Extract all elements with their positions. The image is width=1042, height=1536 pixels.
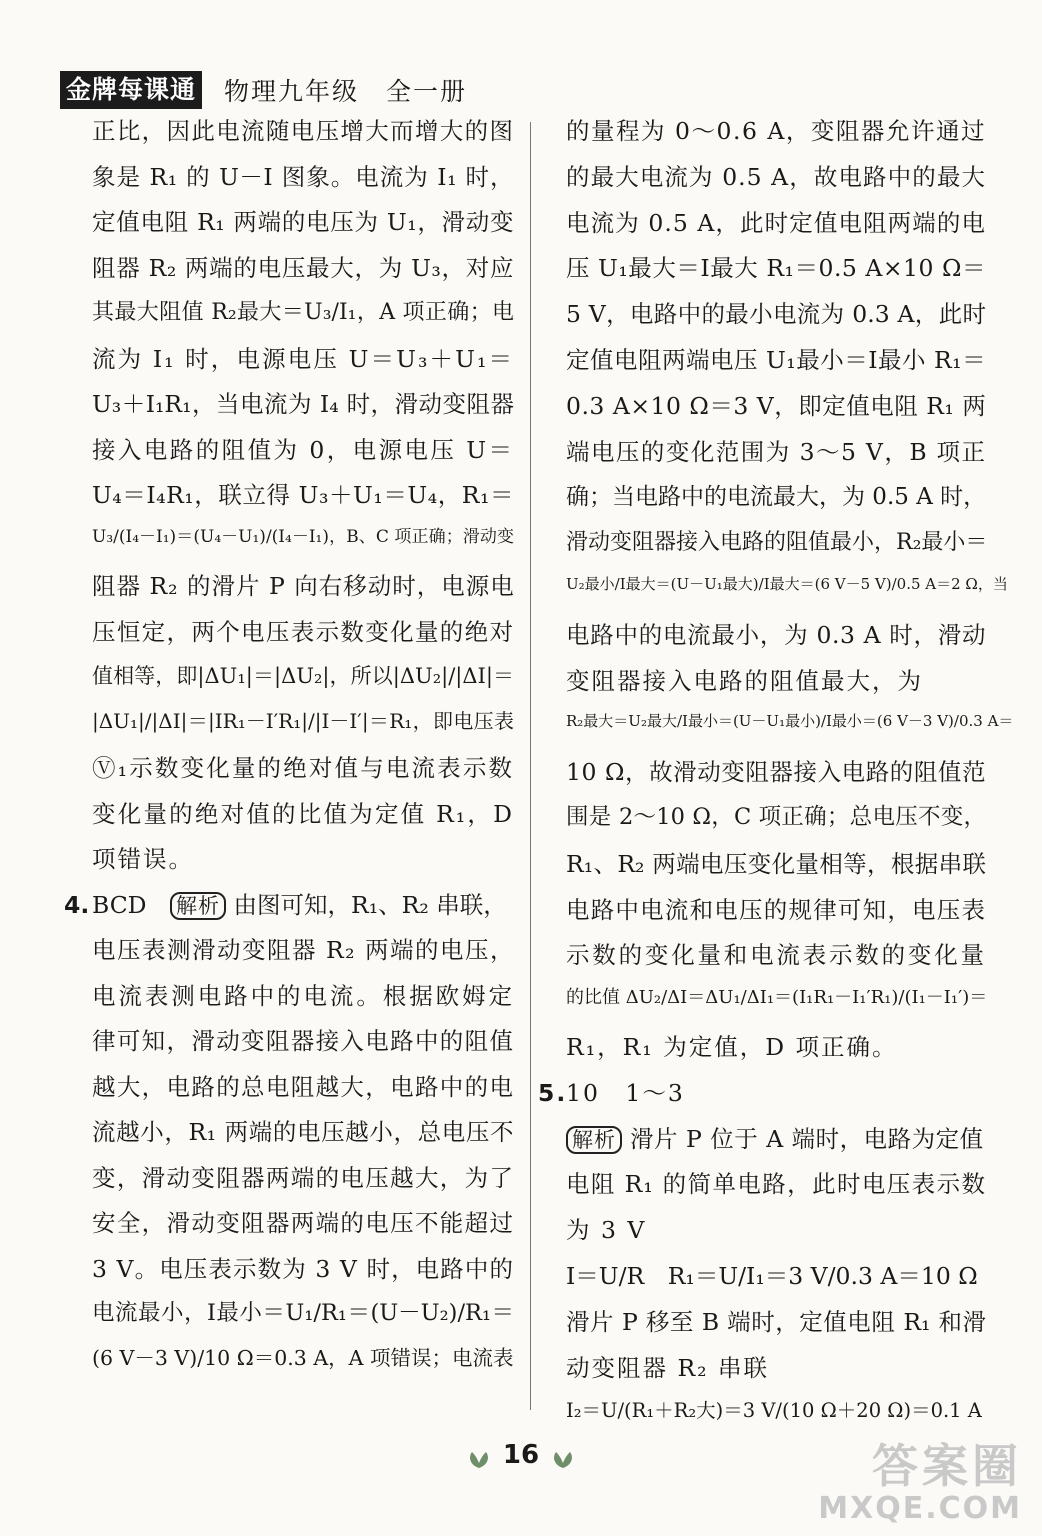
line-text: 的最大电流为 0.5 A，故电路中的最大 xyxy=(566,162,986,191)
text-line xyxy=(566,164,986,191)
text-line xyxy=(92,118,514,145)
text-line xyxy=(566,255,986,282)
line-text: 变阻器接入电路的阻值最大，为 xyxy=(566,666,923,695)
text-line xyxy=(92,573,514,600)
text-line xyxy=(92,619,514,646)
line-text: (6 V－3 V)/10 Ω＝0.3 A，A 项错误；电流表 xyxy=(92,1345,514,1370)
text-line xyxy=(566,897,986,924)
line-text: 项错误。 xyxy=(92,845,194,873)
line-text: 3 V。电压表示数为 3 V 时，电路中的 xyxy=(92,1254,514,1283)
page-number: 16 xyxy=(502,1440,540,1470)
text-line xyxy=(92,755,514,782)
text-line xyxy=(92,1074,514,1101)
text-line xyxy=(566,1034,986,1061)
line-text: 接入电路的阻值为 0，电源电压 U＝ xyxy=(92,435,514,464)
text-line xyxy=(566,1263,986,1290)
line-text: 定值电阻 R₁ 两端的电压为 U₁，滑动变 xyxy=(92,208,514,236)
line-text: 围是 2～10 Ω，C 项正确；总电压不变， xyxy=(566,804,986,830)
text-line xyxy=(92,482,514,509)
text-line xyxy=(566,1355,986,1382)
text-line xyxy=(566,759,986,786)
line-text: 电阻 R₁ 的简单电路，此时电压表示数 xyxy=(566,1170,986,1199)
line-text: 值相等，即|ΔU₁|＝|ΔU₂|，所以|ΔU₂|/|ΔI|＝ xyxy=(92,664,514,688)
text-line xyxy=(92,664,514,688)
text-line xyxy=(566,530,986,555)
text-line xyxy=(92,1210,514,1237)
line-text: 滑片 P 移至 B 端时，定值电阻 R₁ 和滑 xyxy=(566,1307,986,1336)
line-text: 的比值 ΔU₂/ΔI＝ΔU₁/ΔI₁＝(I₁R₁－I₁′R₁)/(I₁－I₁′)＝ xyxy=(566,987,988,1009)
text-line xyxy=(92,300,514,325)
line-text: 电路中电流和电压的规律可知，电压表 xyxy=(566,895,986,924)
text-line xyxy=(92,983,514,1010)
line-text: BCD xyxy=(92,890,147,919)
line-text: 安全，滑动变阻器两端的电压不能超过 xyxy=(92,1209,514,1237)
leaf-ornament-icon xyxy=(550,1449,576,1469)
line-text: 电流最小，I最小＝U₁/R₁＝(U－U₂)/R₁＝ xyxy=(92,1300,514,1326)
line-text: 流为 I₁ 时，电源电压 U＝U₃＋U₁＝ xyxy=(92,344,514,373)
line-text: U₃/(I₄－I₁)＝(U₄－U₁)/(I₄－I₁)，B、C 项正确；滑动变 xyxy=(92,526,514,547)
text-line xyxy=(64,890,514,920)
series-brand: 金牌每课通 xyxy=(60,71,202,109)
text-line xyxy=(92,1165,514,1192)
line-text: R₂最大＝U₂最大/I最小＝(U－U₁最小)/I最小＝(6 V－3 V)/0.3 A＝ xyxy=(566,712,1014,731)
text-line xyxy=(92,1256,514,1283)
watermark-logo: 答案圈 xyxy=(872,1439,1022,1493)
column-divider xyxy=(530,122,531,1410)
line-text: 变，滑动变阻器两端的电压越大，为了 xyxy=(92,1163,514,1192)
line-text: 由图可知，R₁、R₂ 串联， xyxy=(233,890,507,919)
text-line xyxy=(566,1126,986,1154)
text-line xyxy=(92,937,514,964)
text-line xyxy=(538,1078,986,1107)
line-text: 滑动变阻器接入电路的阻值最小，R₂最小＝ xyxy=(566,530,988,556)
line-text: 压恒定，两个电压表示数变化量的绝对 xyxy=(92,617,514,646)
line-text: 10 Ω，故滑动变阻器接入电路的阻值范 xyxy=(566,758,986,787)
line-text: R₁、R₂ 两端电压变化量相等，根据串联 xyxy=(566,849,986,878)
text-line xyxy=(92,255,514,282)
line-text: 0.3 A×10 Ω＝3 V，即定值电阻 R₁ 两 xyxy=(566,391,987,420)
question-number: 4. xyxy=(64,890,90,919)
text-line xyxy=(566,712,1014,731)
leaf-ornament-icon xyxy=(466,1449,492,1469)
text-line xyxy=(92,209,514,236)
line-text: 的量程为 0～0.6 A，变阻器允许通过 xyxy=(566,117,986,145)
text-line xyxy=(566,301,986,328)
text-line xyxy=(92,1347,514,1371)
line-text: 其最大阻值 R₂最大＝U₃/I₁，A 项正确；电 xyxy=(92,300,514,325)
text-line xyxy=(92,1028,514,1055)
text-line xyxy=(92,801,514,828)
text-line xyxy=(92,164,514,191)
text-line xyxy=(566,1400,986,1422)
text-line xyxy=(566,439,986,466)
line-text: 为 3 V xyxy=(566,1216,647,1245)
page-header xyxy=(60,70,467,110)
text-line xyxy=(566,575,1008,593)
text-line xyxy=(92,346,514,373)
line-text: 示数的变化量和电流表示数的变化量 xyxy=(566,941,986,970)
book-subtitle: 物理九年级 全一册 xyxy=(224,77,468,106)
text-line xyxy=(92,710,514,733)
line-text: 变化量的绝对值的比值为定值 R₁，D xyxy=(92,799,514,828)
text-line xyxy=(566,1171,986,1198)
line-text: U₃＋I₁R₁，当电流为 I₄ 时，滑动变阻器 xyxy=(92,390,514,418)
text-line xyxy=(566,118,986,145)
analysis-tag: 解析 xyxy=(170,892,226,920)
watermark-url: MXQE.COM xyxy=(818,1491,1022,1526)
line-text: 阻器 R₂ 的滑片 P 向右移动时，电源电 xyxy=(92,572,515,600)
text-line xyxy=(92,846,514,873)
line-text: I＝U/R R₁＝U/I₁＝3 V/0.3 A＝10 Ω xyxy=(566,1262,978,1290)
text-line xyxy=(92,437,514,464)
text-line xyxy=(566,347,986,374)
line-text: 电流表测电路中的电流。根据欧姆定 xyxy=(92,981,514,1010)
line-text: 压 U₁最大＝I最大 R₁＝0.5 A×10 Ω＝ xyxy=(566,254,986,283)
line-text: 正比，因此电流随电压增大而增大的图 xyxy=(92,117,514,145)
line-text: |ΔU₁|/|ΔI|＝|IR₁－I′R₁|/|I－I′|＝R₁，即电压表 xyxy=(92,708,514,733)
text-line xyxy=(92,391,514,418)
text-line xyxy=(566,1217,986,1244)
text-line xyxy=(92,528,514,548)
question-number: 5. xyxy=(538,1078,568,1107)
text-line xyxy=(566,393,986,420)
text-line xyxy=(566,1309,986,1336)
line-text: 越大，电路的总电阻越大，电路中的电 xyxy=(92,1072,514,1101)
line-text: 10 1～3 xyxy=(566,1078,685,1107)
line-text: 律可知，滑动变阻器接入电路中的阻值 xyxy=(92,1027,514,1055)
line-text: R₁，R₁ 为定值，D 项正确。 xyxy=(566,1033,898,1061)
line-text: 确；当电路中的电流最大，为 0.5 A 时， xyxy=(566,484,987,511)
line-text: 定值电阻两端电压 U₁最小＝I最小 R₁＝ xyxy=(566,346,987,374)
line-text: 电路中的电流最小，为 0.3 A 时，滑动 xyxy=(566,620,986,649)
analysis-tag: 解析 xyxy=(566,1126,622,1154)
line-text: Ⓥ₁示数变化量的绝对值与电流表示数 xyxy=(92,754,514,782)
text-line xyxy=(566,988,986,1009)
line-text: 电流为 0.5 A，此时定值电阻两端的电 xyxy=(566,208,986,237)
line-text: 电压表测滑动变阻器 R₂ 两端的电压， xyxy=(92,936,516,964)
text-line xyxy=(92,1301,514,1327)
text-line xyxy=(566,942,986,969)
text-line xyxy=(566,622,986,649)
line-text: I₂＝U/(R₁＋R₂大)＝3 V/(10 Ω＋20 Ω)＝0.1 A xyxy=(566,1399,982,1423)
line-text: 5 V，电路中的最小电流为 0.3 A，此时 xyxy=(566,300,986,329)
line-text: 阻器 R₂ 两端的电压最大，为 U₃，对应 xyxy=(92,253,514,282)
line-text: 象是 R₁ 的 U－I 图象。电流为 I₁ 时， xyxy=(92,162,514,191)
line-text: 动变阻器 R₂ 串联 xyxy=(566,1353,770,1382)
watermark xyxy=(818,1441,1022,1526)
text-line xyxy=(566,484,986,510)
text-line xyxy=(566,851,986,878)
text-line xyxy=(566,210,986,237)
text-line xyxy=(92,1119,514,1146)
line-text: U₂最小/I最大＝(U－U₁最大)/I最大＝(6 V－5 V)/0.5 A＝2 Ω，当 xyxy=(566,575,1008,593)
line-text: U₄＝I₄R₁，联立得 U₃＋U₁＝U₄，R₁＝ xyxy=(92,481,514,509)
line-text: 端电压的变化范围为 3～5 V，B 项正 xyxy=(566,437,986,466)
line-text: 滑片 P 位于 A 端时，电路为定值 xyxy=(629,1124,984,1153)
text-line xyxy=(566,805,986,831)
line-text: 流越小，R₁ 两端的电压越小，总电压不 xyxy=(92,1118,514,1146)
text-line xyxy=(566,668,986,695)
